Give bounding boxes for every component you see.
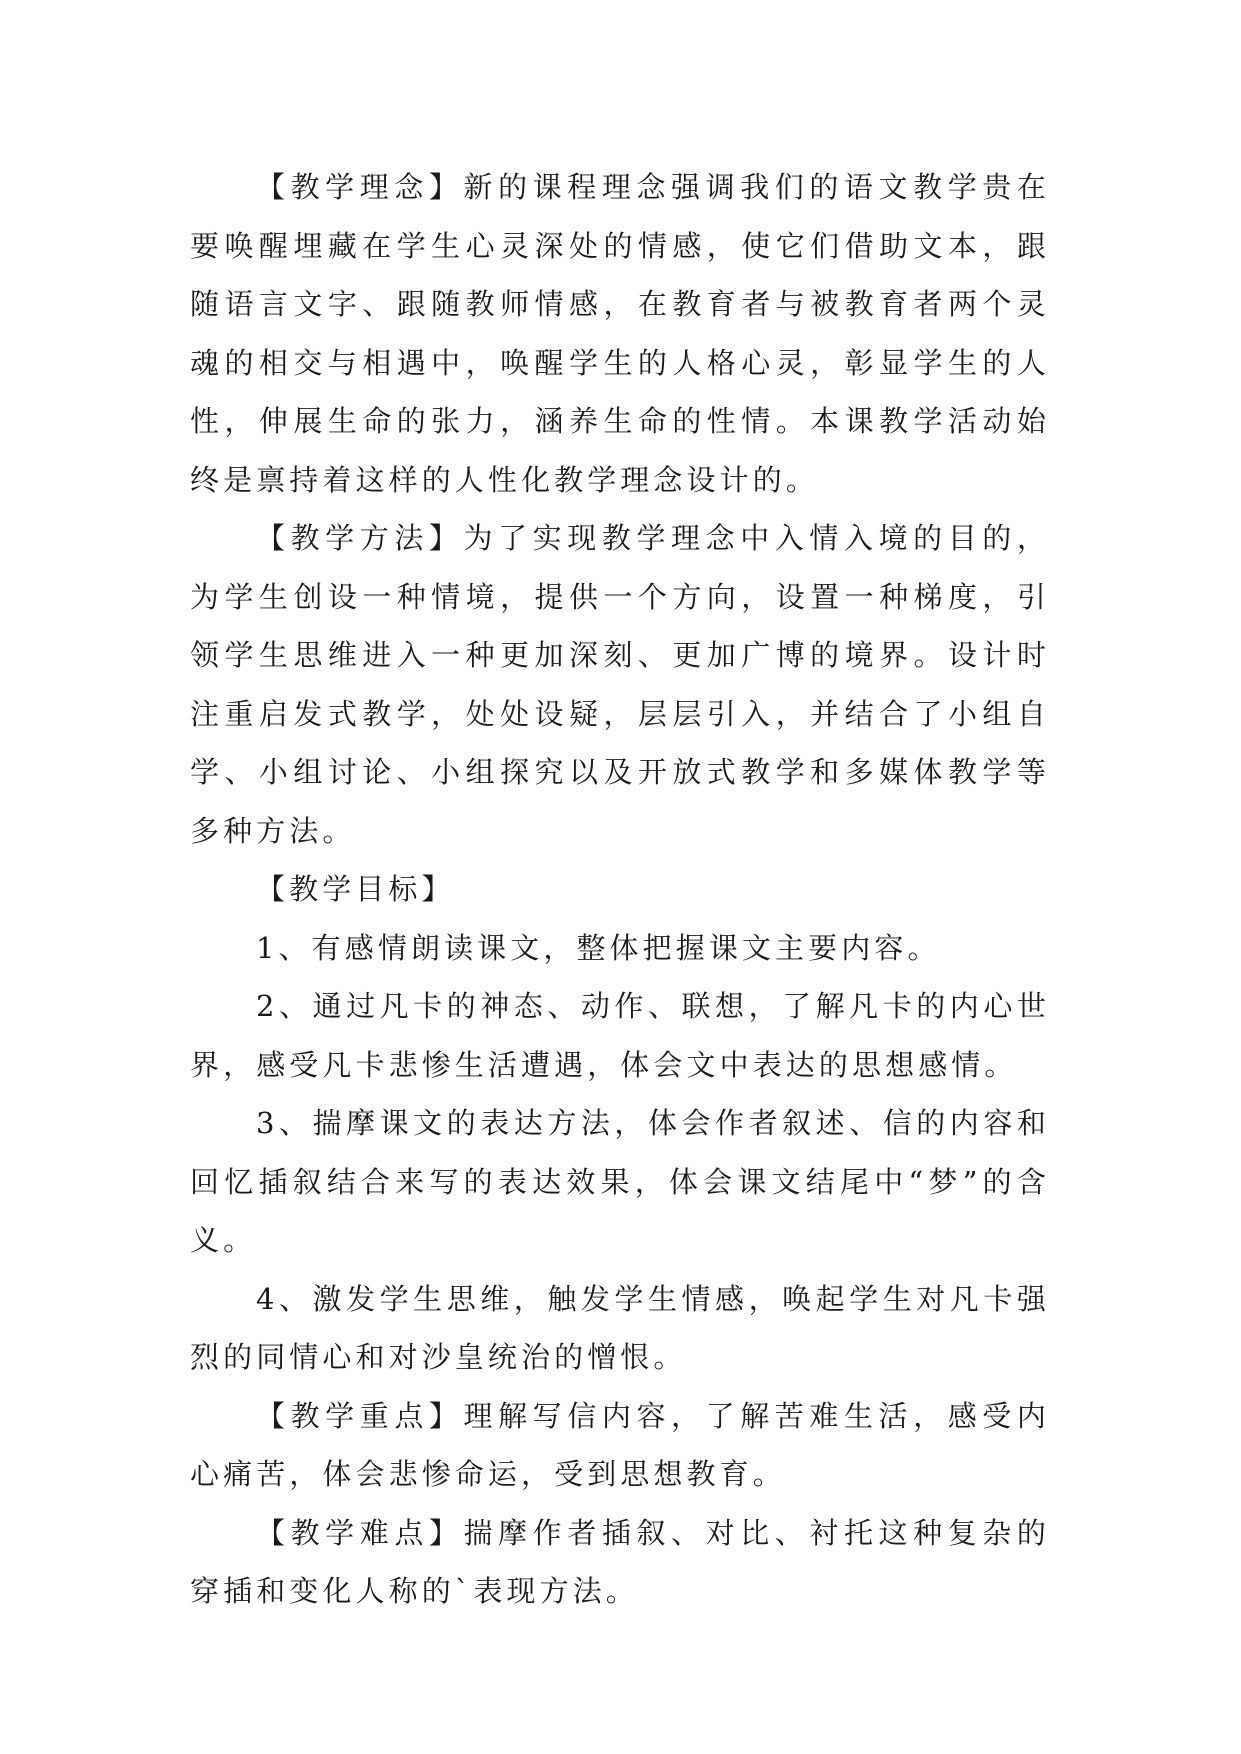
paragraph-teaching-difficulty: 【教学难点】揣摩作者插叙、对比、衬托这种复杂的穿插和变化人称的`表现方法。 xyxy=(190,1515,1050,1608)
objective-item-2: 2、通过凡卡的神态、动作、联想，了解凡卡的内心世界，感受凡卡悲惨生活遭遇，体会文中表达的思想感情。 xyxy=(190,989,1050,1082)
document-body xyxy=(190,158,1050,1621)
objective-item-1: 1、有感情朗读课文，整体把握课文主要内容。 xyxy=(256,930,941,965)
paragraph-teaching-focus: 【教学重点】理解写信内容，了解苦难生活，感受内心痛苦，体会悲惨命运，受到思想教育。 xyxy=(190,1398,1050,1491)
objective-item-4: 4、激发学生思维，触发学生情感，唤起学生对凡卡强烈的同情心和对沙皇统治的憎恨。 xyxy=(190,1281,1050,1374)
objective-item-3: 3、揣摩课文的表达方法，体会作者叙述、信的内容和回忆插叙结合来写的表达效果，体会课文结尾中“梦”的含义。 xyxy=(190,1106,1050,1257)
paragraph-teaching-philosophy: 【教学理念】新的课程理念强调我们的语文教学贵在要唤醒埋藏在学生心灵深处的情感，使它们借助文本，跟随语言文字、跟随教师情感，在教育者与被教育者两个灵魂的相交与相遇中，唤醒学生的人格心灵，彰显学生的人性，伸展生命的张力，涵养生命的性情。本课教学活动始终是禀持着这样的人性化教学理念设计的。 xyxy=(190,170,1050,497)
heading-teaching-objectives: 【教学目标】 xyxy=(256,872,455,906)
paragraph-teaching-method: 【教学方法】为了实现教学理念中入情入境的目的，为学生创设一种情境，提供一个方向，设置一种梯度，引领学生思维进入一种更加深刻、更加广博的境界。设计时注重启发式教学，处处设疑，层层引入，并结合了小组自学、小组讨论、小组探究以及开放式教学和多媒体教学等多种方法。 xyxy=(190,521,1050,848)
